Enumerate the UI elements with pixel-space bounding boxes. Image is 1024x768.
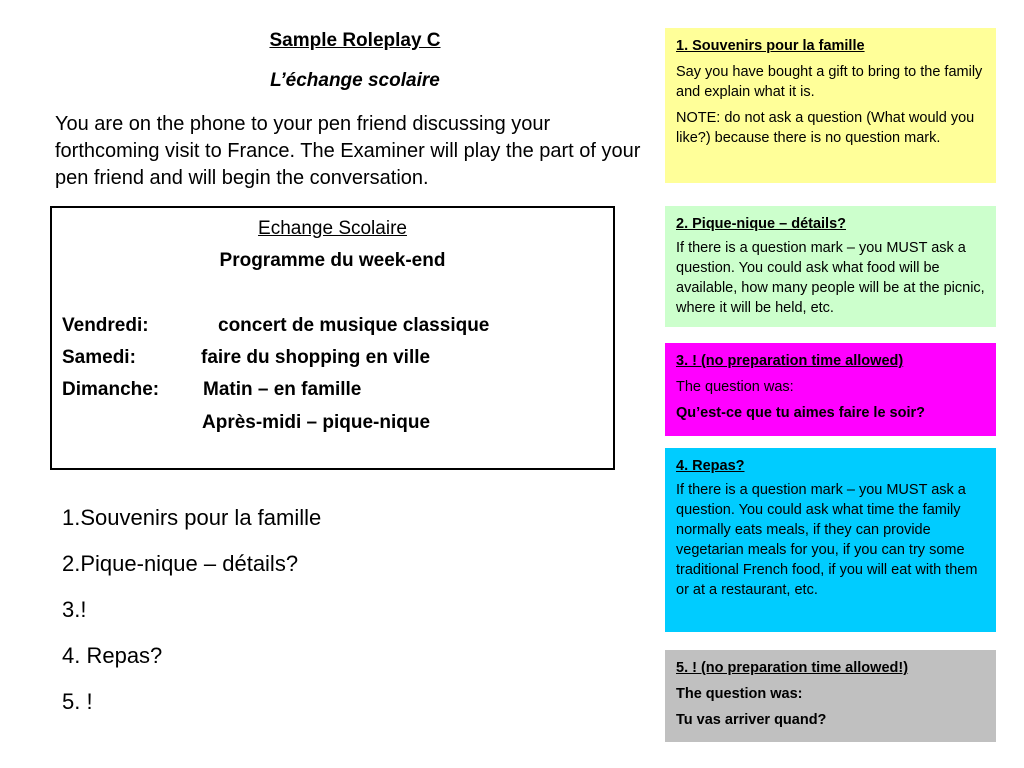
card-text: The question was:	[676, 686, 803, 702]
card-title: 4. Repas?	[676, 458, 745, 474]
page-subtitle: L’échange scolaire	[270, 70, 440, 91]
list-item: 2.Pique-nique – détails?	[62, 551, 299, 576]
topic-list	[62, 503, 321, 733]
card-title: 1. Souvenirs pour la famille	[676, 38, 865, 54]
programme-row	[62, 315, 489, 337]
list-item: 1.Souvenirs pour la famille	[62, 505, 322, 530]
page-title: Sample Roleplay C	[269, 30, 441, 51]
programme-title: Echange Scolaire	[258, 218, 407, 239]
card-text: If there is a question mark – you MUST ask a question. You could ask what food will be available, how many people will be at the picnic, where it will be held, etc.	[676, 240, 985, 316]
programme-row	[62, 347, 430, 369]
programme-activity: Après-midi – pique-nique	[202, 412, 431, 433]
list-item: 3.!	[62, 597, 87, 622]
card-pique-nique	[665, 206, 996, 327]
card-text: The question was:	[676, 379, 794, 395]
card-text: Say you have bought a gift to bring to the family and explain what it is.	[676, 64, 983, 100]
programme-day: Samedi:	[62, 347, 136, 368]
card-title: 5. ! (no preparation time allowed!)	[676, 660, 909, 676]
list-item: 5. !	[62, 689, 93, 714]
programme-day: Vendredi:	[62, 315, 149, 336]
programme-row	[62, 379, 361, 401]
card-title: 2. Pique-nique – détails?	[676, 216, 847, 232]
card-repas	[665, 448, 996, 632]
programme-subtitle: Programme du week-end	[219, 250, 446, 271]
card-question: Qu’est-ce que tu aimes faire le soir?	[676, 405, 925, 421]
programme-box	[50, 206, 615, 470]
programme-row	[62, 412, 430, 434]
list-item: 4. Repas?	[62, 643, 163, 668]
programme-activity: concert de musique classique	[218, 315, 490, 336]
card-question-3	[665, 343, 996, 436]
intro-paragraph: You are on the phone to your pen friend discussing your forthcoming visit to France. The Examiner will play the part of your pen friend and will begin the conversation.	[55, 113, 641, 189]
card-text: NOTE: do not ask a question (What would you like?) because there is no question mark.	[676, 110, 975, 146]
card-text: If there is a question mark – you MUST ask a question. You could ask what time the family normally eats meals, if they can provide vegetarian meals for you, if you can try some traditional French food, if you will eat with them or at a restaurant, etc.	[676, 482, 978, 598]
card-title: 3. ! (no preparation time allowed)	[676, 353, 904, 369]
card-souvenirs	[665, 28, 996, 183]
card-question-5	[665, 650, 996, 742]
programme-activity: faire du shopping en ville	[201, 347, 431, 368]
card-question: Tu vas arriver quand?	[676, 712, 827, 728]
programme-day: Dimanche:	[62, 379, 160, 400]
programme-activity: Matin – en famille	[203, 379, 362, 400]
